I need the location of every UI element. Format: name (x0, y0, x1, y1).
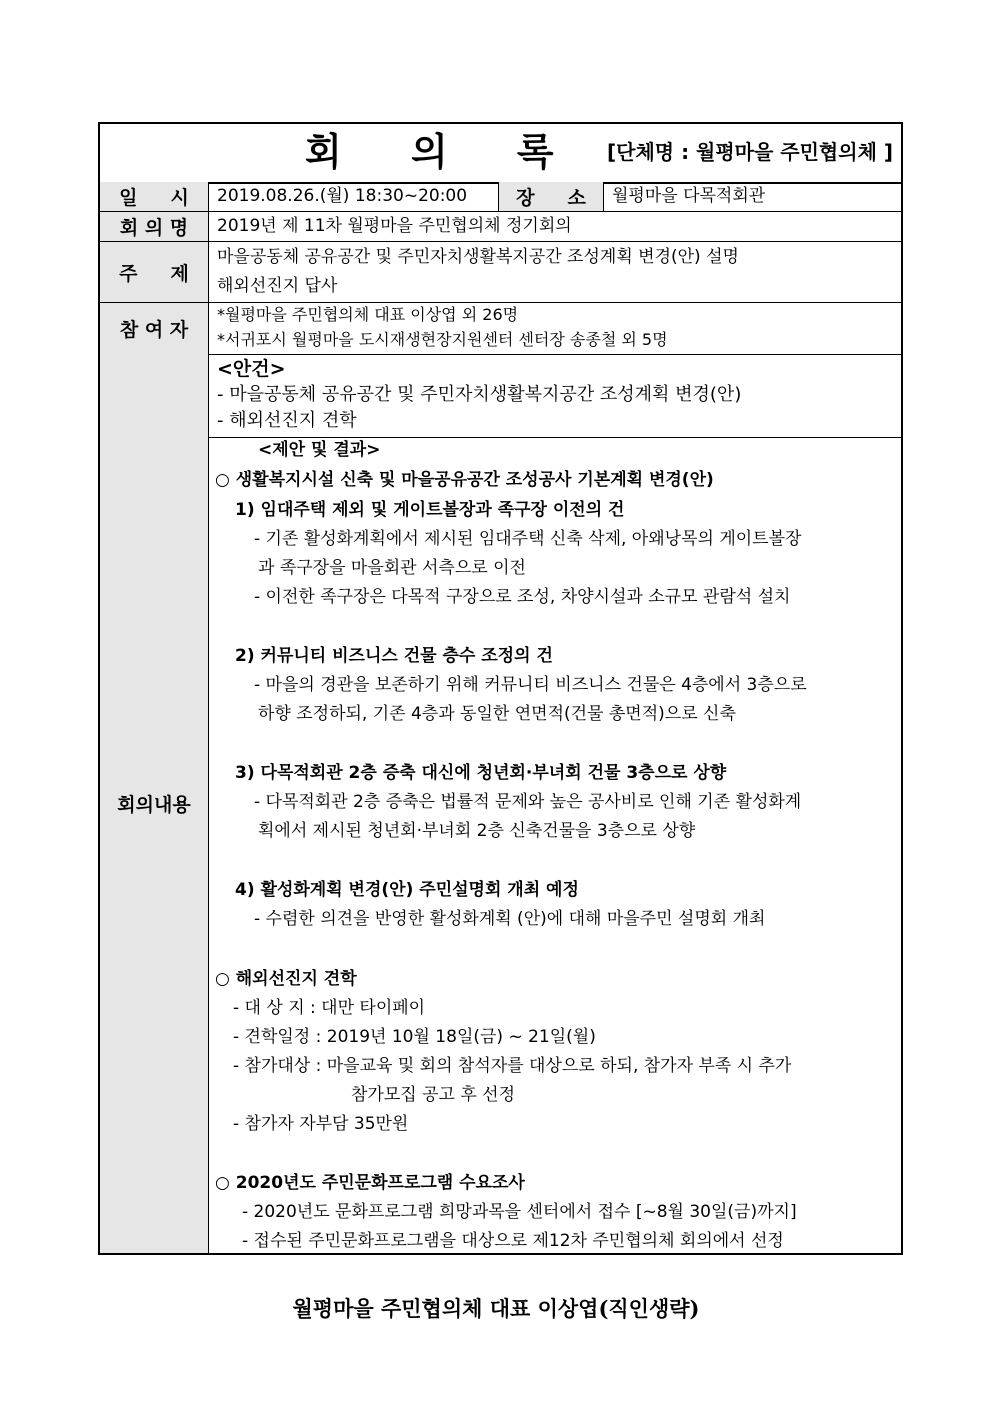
meeting-name-value: 2019년 제 11차 월평마을 주민협의체 정기회의 (217, 216, 572, 236)
item-line: - 마을의 경관을 보존하기 위해 커뮤니티 비즈니스 건물은 4층에서 3층으로 (254, 675, 807, 695)
item-line: - 이전한 족구장은 다목적 구장으로 조성, 차양시설과 소규모 관람석 설치 (254, 587, 791, 607)
participants-line: *서귀포시 월평마을 도시재생현장지원센터 센터장 송종철 외 5명 (217, 330, 668, 349)
item-line: - 수렴한 의견을 반영한 활성화계획 (안)에 대해 마을주민 설명회 개최 (254, 909, 766, 929)
section-line: - 참가자 자부담 35만원 (233, 1114, 409, 1134)
subject-label: 주 제 (100, 242, 209, 302)
section-line: - 참가대상 : 마을교육 및 회의 참석자를 대상으로 하되, 참가자 부족 시 추가 (233, 1056, 792, 1076)
section-line: - 대 상 지 : 대만 타이페이 (233, 998, 426, 1018)
agenda-item: - 해외선진지 견학 (217, 410, 357, 431)
item-line: - 기존 활성화계획에서 제시된 임대주택 신축 삭제, 아왜낭목의 게이트볼장 (254, 529, 802, 549)
section-title: ○ 해외선진지 견학 (215, 969, 357, 989)
title-row (100, 124, 901, 184)
footer-signature: 월평마을 주민협의체 대표 이상엽(직인생략) (292, 1296, 700, 1321)
participants-line: *월평마을 주민협의체 대표 이상엽 외 26명 (217, 305, 519, 324)
section-line: - 견학일정 : 2019년 10월 18일(금) ~ 21일(월) (233, 1027, 596, 1047)
subject-row (100, 242, 901, 303)
item-title: 1) 임대주택 제외 및 게이트볼장과 족구장 이전의 건 (235, 500, 625, 520)
subject-line: 해외선진지 답사 (217, 276, 338, 296)
item-title: 2) 커뮤니티 비즈니스 건물 층수 조정의 건 (235, 646, 553, 666)
subject-line: 마을공동체 공유공간 및 주민자치생활복지공간 조성계획 변경(안) 설명 (217, 247, 739, 267)
place-value: 월평마을 다목적회관 (612, 186, 766, 206)
meeting-name-label: 회 의 명 (100, 212, 209, 241)
item-line: - 다목적회관 2층 증축은 법률적 문제와 높은 공사비로 인해 기존 활성화계 (254, 792, 802, 812)
item-line: 획에서 제시된 청년회·부녀회 2층 신축건물을 3층으로 상향 (258, 821, 696, 841)
date-label: 일 시 (100, 182, 209, 211)
results-heading: <제안 및 결과> (258, 440, 381, 460)
section-line: 참가모집 공고 후 선정 (351, 1085, 516, 1105)
section-title: ○ 2020년도 주민문화프로그램 수요조사 (215, 1173, 525, 1193)
section-title: ○ 생활복지시설 신축 및 마을공유공간 조성공사 기본계획 변경(안) (215, 470, 714, 490)
meeting-minutes-table (98, 122, 903, 1255)
section-line: - 접수된 주민문화프로그램을 대상으로 제12차 주민협의체 회의에서 선정 (242, 1231, 784, 1251)
participants-row (100, 303, 901, 355)
agenda-heading: <안건> (217, 358, 286, 380)
content-label: 회의내용 (100, 354, 209, 1253)
agenda-section (209, 354, 901, 438)
participants-label: 참 여 자 (100, 303, 209, 354)
agenda-item: - 마을공동체 공유공간 및 주민자치생활복지공간 조성계획 변경(안) (217, 384, 742, 405)
section-line: - 2020년도 문화프로그램 희망과목을 센터에서 접수 [~8월 30일(금)까지] (242, 1202, 797, 1222)
meeting-name-row (100, 212, 901, 242)
item-line: 과 족구장을 마을회관 서측으로 이전 (258, 558, 526, 578)
item-line: 하향 조정하되, 기존 4층과 동일한 연면적(건물 총면적)으로 신축 (258, 704, 736, 724)
place-label: 장 소 (498, 182, 604, 211)
date-value: 2019.08.26.(월) 18:30~20:00 (217, 186, 468, 206)
item-title: 4) 활성화계획 변경(안) 주민설명회 개최 예정 (235, 880, 579, 900)
date-row (100, 182, 901, 212)
document-title: 회 의 록 (305, 130, 582, 174)
organization-label: [단체명 : 월평마을 주민협의체 ] (607, 140, 893, 164)
item-title: 3) 다목적회관 2층 증축 대신에 청년회·부녀회 건물 3층으로 상향 (235, 763, 727, 783)
